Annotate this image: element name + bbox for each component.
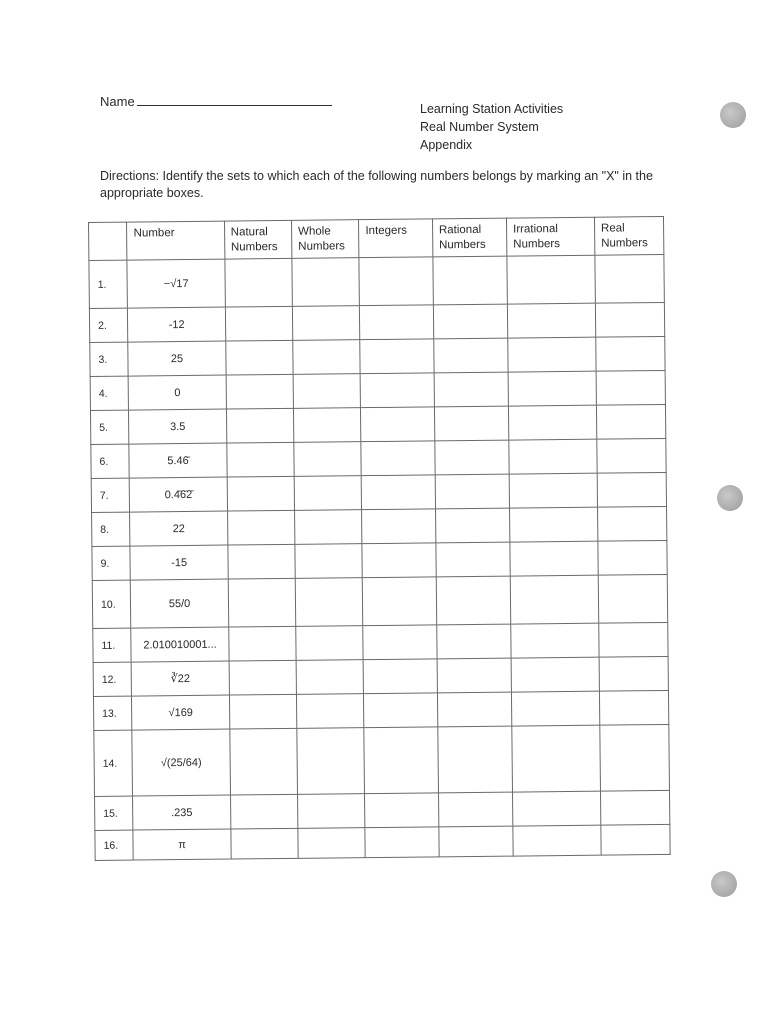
answer-box-natural[interactable] <box>225 340 293 375</box>
answer-box-natural[interactable] <box>227 510 295 545</box>
answer-box-irrational[interactable] <box>510 575 598 624</box>
answer-box-irrational[interactable] <box>511 623 599 658</box>
row-index: 9. <box>92 546 131 580</box>
answer-box-real[interactable] <box>596 370 665 405</box>
answer-box-integers[interactable] <box>360 373 434 408</box>
answer-box-whole[interactable] <box>294 476 362 511</box>
answer-box-whole[interactable] <box>296 626 364 661</box>
row-index: 10. <box>92 580 131 628</box>
row-number-value: .235 <box>133 795 231 830</box>
answer-box-irrational[interactable] <box>508 405 596 440</box>
row-number-value: 0.4̄6̄2̄ <box>130 477 228 512</box>
answer-box-real[interactable] <box>598 574 668 623</box>
row-number-value: √169 <box>132 695 230 730</box>
row-index: 4. <box>90 376 129 410</box>
row-index: 6. <box>91 444 130 478</box>
row-index: 1. <box>89 260 128 308</box>
name-blank-line <box>137 94 332 106</box>
title-line-3: Appendix <box>420 138 473 152</box>
answer-box-whole[interactable] <box>295 544 363 579</box>
answer-box-integers[interactable] <box>363 625 437 660</box>
answer-box-real[interactable] <box>600 724 670 791</box>
column-header-integers: Integers <box>359 219 433 258</box>
answer-box-rational[interactable] <box>434 406 509 441</box>
row-number-value: −√17 <box>127 259 225 308</box>
answer-box-natural[interactable] <box>229 728 297 795</box>
answer-box-integers[interactable] <box>362 475 436 510</box>
row-number-value: 22 <box>130 511 228 546</box>
row-index: 7. <box>91 478 130 512</box>
answer-box-real[interactable] <box>599 656 668 691</box>
answer-box-natural[interactable] <box>225 306 293 341</box>
answer-box-natural[interactable] <box>225 258 293 307</box>
answer-box-real[interactable] <box>597 472 666 507</box>
answer-box-real[interactable] <box>600 790 669 825</box>
column-header-rational: Rational Numbers <box>432 218 507 257</box>
answer-box-whole[interactable] <box>294 442 362 477</box>
answer-box-irrational[interactable] <box>509 439 597 474</box>
directions-text: Directions: Identify the sets to which each of the following numbers belongs by marking an "X" in the appropriate boxes. <box>100 169 653 200</box>
answer-box-integers[interactable] <box>361 441 435 476</box>
answer-box-whole[interactable] <box>296 660 364 695</box>
row-index: 2. <box>89 308 128 342</box>
answer-box-real[interactable] <box>601 824 670 855</box>
answer-box-irrational[interactable] <box>507 255 595 304</box>
answer-box-real[interactable] <box>597 506 666 541</box>
title-line-2: Real Number System <box>420 120 539 134</box>
answer-box-whole[interactable] <box>297 794 365 829</box>
answer-box-whole[interactable] <box>295 578 363 627</box>
real-number-sets-table <box>88 216 671 861</box>
answer-box-natural[interactable] <box>228 578 296 627</box>
table-row <box>95 824 670 860</box>
answer-box-whole[interactable] <box>295 510 363 545</box>
answer-box-whole[interactable] <box>292 306 360 341</box>
answer-box-integers[interactable] <box>361 407 435 442</box>
answer-box-irrational[interactable] <box>510 507 598 542</box>
row-index: 13. <box>93 696 132 730</box>
answer-box-integers[interactable] <box>360 305 434 340</box>
answer-box-rational[interactable] <box>436 542 511 577</box>
answer-box-integers[interactable] <box>362 543 436 578</box>
answer-box-irrational[interactable] <box>509 473 597 508</box>
answer-box-whole[interactable] <box>293 408 361 443</box>
table-body <box>89 254 670 860</box>
answer-box-rational[interactable] <box>435 508 510 543</box>
table-row <box>92 574 667 628</box>
worksheet-title-block <box>420 100 563 154</box>
answer-box-integers[interactable] <box>363 577 437 626</box>
answer-box-natural[interactable] <box>226 408 294 443</box>
row-index: 16. <box>95 830 134 860</box>
answer-box-real[interactable] <box>599 622 668 657</box>
answer-box-whole[interactable] <box>293 340 361 375</box>
row-index: 15. <box>95 796 134 830</box>
answer-box-integers[interactable] <box>364 693 438 728</box>
answer-box-real[interactable] <box>595 302 664 337</box>
answer-box-integers[interactable] <box>363 659 437 694</box>
answer-box-rational[interactable] <box>437 624 512 659</box>
answer-box-integers[interactable] <box>360 339 434 374</box>
answer-box-irrational[interactable] <box>510 541 598 576</box>
row-index: 14. <box>94 730 133 796</box>
answer-box-integers[interactable] <box>365 827 439 858</box>
row-number-value: 55/0 <box>131 579 229 628</box>
answer-box-integers[interactable] <box>362 509 436 544</box>
answer-box-natural[interactable] <box>228 626 296 661</box>
answer-box-irrational[interactable] <box>508 337 596 372</box>
answer-box-irrational[interactable] <box>507 303 595 338</box>
row-number-value: ∛22 <box>132 661 230 696</box>
column-header-natural: Natural Numbers <box>224 220 292 259</box>
punch-hole-top <box>720 102 746 128</box>
answer-box-rational[interactable] <box>438 726 513 793</box>
answer-box-rational[interactable] <box>434 338 509 373</box>
answer-box-rational[interactable] <box>436 576 511 625</box>
column-header-number: Number <box>127 221 225 260</box>
column-header-index <box>89 222 128 260</box>
row-number-value: √(25/64) <box>132 729 230 796</box>
answer-box-irrational[interactable] <box>511 691 599 726</box>
punch-hole-bottom <box>711 871 737 897</box>
row-number-value: π <box>133 829 230 860</box>
column-header-irrational: Irrational Numbers <box>506 217 594 256</box>
answer-box-natural[interactable] <box>230 794 298 829</box>
row-index: 12. <box>93 662 132 696</box>
column-header-real: Real Numbers <box>594 216 663 255</box>
answer-box-irrational[interactable] <box>512 725 601 792</box>
answer-box-whole[interactable] <box>292 258 360 307</box>
answer-box-irrational[interactable] <box>513 825 601 856</box>
answer-box-rational[interactable] <box>435 440 510 475</box>
row-index: 8. <box>92 512 131 546</box>
row-index: 11. <box>93 628 132 662</box>
row-number-value: 3.5 <box>129 409 227 444</box>
answer-box-rational[interactable] <box>435 474 510 509</box>
answer-box-real[interactable] <box>597 438 666 473</box>
answer-box-rational[interactable] <box>437 692 512 727</box>
row-number-value: 2.010010001... <box>131 627 229 662</box>
row-number-value: 0 <box>129 375 227 410</box>
table-header-row <box>89 216 664 260</box>
answer-box-irrational[interactable] <box>513 791 601 826</box>
answer-box-integers[interactable] <box>359 257 433 306</box>
table-row <box>89 254 664 308</box>
answer-box-real[interactable] <box>596 404 665 439</box>
answer-box-integers[interactable] <box>364 727 438 794</box>
answer-box-rational[interactable] <box>433 256 508 305</box>
answer-box-whole[interactable] <box>296 694 364 729</box>
punch-hole-middle <box>717 485 743 511</box>
row-number-value: 25 <box>128 341 226 376</box>
answer-box-rational[interactable] <box>437 658 512 693</box>
row-number-value: -12 <box>128 307 226 342</box>
name-label: Name <box>100 94 135 109</box>
answer-box-rational[interactable] <box>439 826 514 857</box>
table-row <box>94 724 670 796</box>
answer-box-whole[interactable] <box>293 374 361 409</box>
answer-box-natural[interactable] <box>227 476 295 511</box>
answer-box-natural[interactable] <box>226 442 294 477</box>
answer-box-irrational[interactable] <box>508 371 596 406</box>
answer-box-natural[interactable] <box>231 828 299 859</box>
answer-box-real[interactable] <box>598 540 667 575</box>
answer-box-real[interactable] <box>596 336 665 371</box>
answer-box-natural[interactable] <box>226 374 294 409</box>
answer-box-whole[interactable] <box>297 728 365 795</box>
answer-box-natural[interactable] <box>229 660 297 695</box>
row-index: 3. <box>90 342 129 376</box>
answer-box-irrational[interactable] <box>511 657 599 692</box>
answer-box-rational[interactable] <box>434 372 509 407</box>
answer-box-natural[interactable] <box>229 694 297 729</box>
answer-box-whole[interactable] <box>298 828 366 859</box>
answer-box-real[interactable] <box>599 690 668 725</box>
answer-box-rational[interactable] <box>438 792 513 827</box>
row-number-value: 5.46̄ <box>129 443 227 478</box>
row-number-value: -15 <box>130 545 228 580</box>
column-header-whole: Whole Numbers <box>291 220 359 259</box>
title-line-1: Learning Station Activities <box>420 102 564 116</box>
answer-box-natural[interactable] <box>228 544 296 579</box>
answer-box-rational[interactable] <box>433 304 508 339</box>
answer-box-real[interactable] <box>595 254 665 303</box>
answer-box-integers[interactable] <box>365 793 439 828</box>
row-index: 5. <box>90 410 129 444</box>
name-field <box>100 94 332 109</box>
